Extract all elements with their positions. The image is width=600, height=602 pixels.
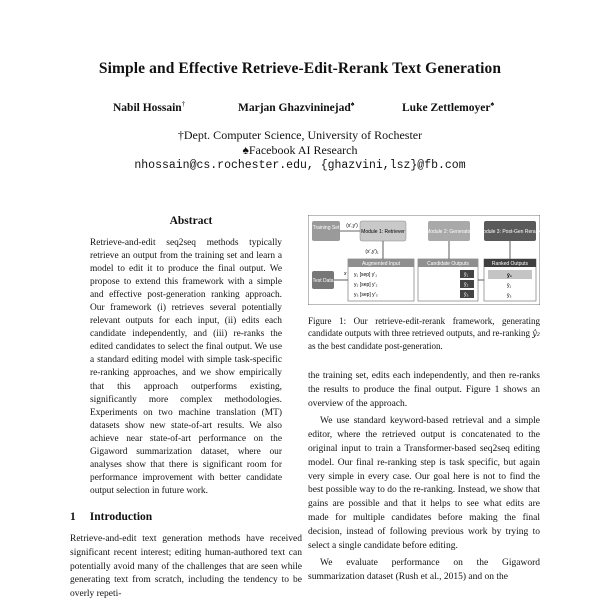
module-3-label: Module 3: Post-Gen Rerank (479, 229, 540, 235)
author-2-mark: ♠ (350, 100, 355, 108)
figure-caption-text: Figure 1: Our retrieve-edit-rerank framework, generating candidate outputs with three retrieved outputs, and re-ranking (308, 316, 540, 338)
intro-paragraph-1-continued: the training set, edits each independently, and then re-ranks the results to produce the final output. Figure 1 shows an overview of the approach. (308, 371, 540, 409)
paper-title: Simple and Effective Retrieve-Edit-Rerank Text Generation (98, 60, 502, 77)
author-3-name: Luke Zettlemoyer (402, 101, 491, 114)
author-3-mark: ♠ (490, 100, 495, 108)
author-3 (402, 100, 494, 114)
section-number: 1 (70, 510, 76, 523)
input-x-label: x (344, 271, 347, 277)
intro-paragraph-1: Retrieve-and-edit text generation methods have received significant recent interest; editing human-authored text can potentially avoid many of the challenges that are seen while generating text from scratch, including the tendency to be overly repeti- (70, 533, 302, 600)
figure-caption-end: as the best candidate post-generation. (308, 341, 443, 351)
candidate-row-1: ŷ₁ (464, 272, 469, 278)
candidate-outputs-title: Candidate Outputs (427, 261, 469, 267)
intro-paragraph-2: We use standard keyword-based retrieval and a simple editor, where the retrieved output is concatenated to the original input to train a Transformer-based seq2seq editing model. Our final re-ranking step is task specific, but again very simple in every case. Our goal here is not to find the best possible way to do the re-ranking. Instead, we show that gains are possible and that it helps to see what edits are made for multiple candidates before making the final decision, instead of following previous work by trying to select a single candidate before editing. (308, 416, 540, 551)
affiliation-rochester: †Dept. Computer Science, University of Rochester (177, 128, 423, 142)
test-data-label: Test Data (312, 278, 334, 284)
training-set-box (312, 221, 340, 241)
retrieved-pair-label: (x′,y′) (346, 223, 358, 229)
augmented-input-title: Augmented Input (361, 261, 401, 267)
affiliation-facebook: ♠Facebook AI Research (242, 143, 358, 157)
section-heading-introduction (70, 511, 302, 523)
augmented-row-3: y₃ [sep] y′₃ (354, 292, 378, 298)
augmented-row-1: y₁ [sep] y′₁ (354, 272, 377, 278)
module-1-label: Module 1: Retriever (361, 229, 405, 235)
ranked-row-3: ŷ₃ (507, 293, 512, 299)
author-2 (238, 100, 354, 114)
candidate-row-3: ŷ₃ (464, 292, 469, 298)
author-2-name: Marjan Ghazvininejad (238, 101, 351, 114)
augmented-row-2: y₂ [sep] y′₂ (354, 282, 378, 288)
author-1 (113, 100, 185, 114)
abstract-text: Retrieve-and-edit seq2seq methods typically retrieve an output from the training set and learn a model to edit it to produce the final output. We propose to extend this framework with a simple and effective post-generation ranking approach. Our framework (i) retrieves several potentially relevant outputs for each input, (ii) edits each candidate independently, and (iii) re-ranks the edited candidates to select the final output. We use a standard editing model with simple task-specific re-ranking approaches, and we show empirically that this approach outperforms existing, significantly more complex methodologies. Experiments on two machine translation (MT) datasets show new state-of-art results. We also achieve near state-of-art performance on the Gigaword summarization dataset, where our analyses show that there is significant room for performance improvement with better candidate output selection in future work. (90, 238, 282, 496)
figure-1-diagram (308, 215, 540, 305)
section-title: Introduction (89, 510, 153, 523)
abstract-heading: Abstract (169, 215, 213, 227)
module-2-label: Module 2: Generator (426, 229, 472, 235)
affiliations (0, 128, 600, 173)
author-emails: nhossain@cs.rochester.edu, {ghazvini,lsz}@fb.com (134, 159, 466, 172)
retrieved-pairs-label: (x′,y′)₁ (365, 249, 379, 255)
author-1-name: Nabil Hossain (113, 101, 182, 114)
ranked-row-1: ŷ₂ (507, 273, 513, 279)
author-1-mark: † (181, 100, 186, 108)
ranked-outputs-title: Ranked Outputs (491, 261, 529, 267)
ranked-row-2: ŷ₁ (507, 283, 512, 289)
framework-diagram (308, 215, 540, 305)
figure-caption-symbol: ŷ₂ (532, 329, 540, 338)
intro-paragraph-3: We evaluate performance on the Gigaword summarization dataset (Rush et al., 2015) and on the (308, 558, 540, 583)
left-column (70, 215, 302, 602)
training-set-label: Training Set (312, 225, 340, 231)
figure-1-caption (308, 315, 540, 352)
candidate-row-2: ŷ₂ (464, 282, 469, 288)
author-list (0, 100, 600, 118)
right-column (308, 215, 540, 585)
